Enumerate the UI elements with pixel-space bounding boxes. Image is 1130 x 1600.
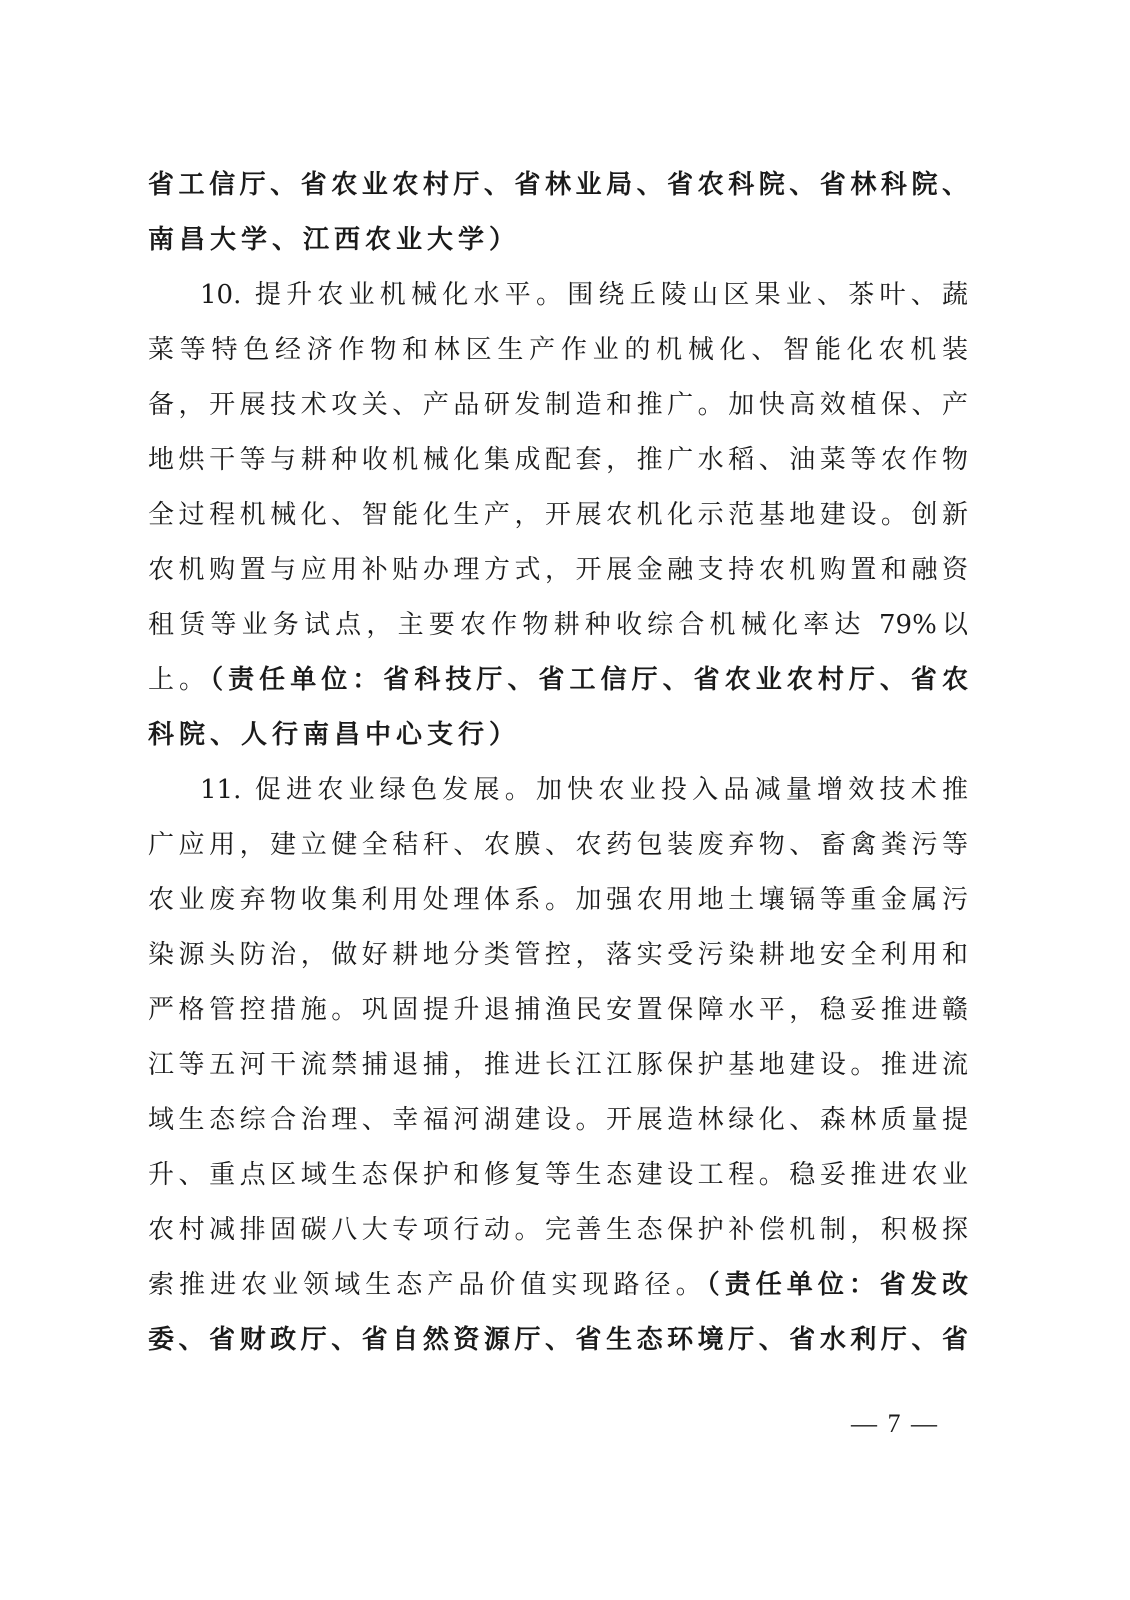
text-line: 农村减排固碳八大专项行动。完善生态保护补偿机制，积极探	[148, 1215, 968, 1245]
text-line: 租赁等业务试点，主要农作物耕种收综合机械化率达 79%以	[148, 610, 968, 640]
text-line: 省工信厅、省农业农村厅、省林业局、省农科院、省林科院、	[148, 170, 968, 200]
paragraph-11-first-line	[200, 770, 968, 810]
page-number: — 7 —	[851, 1409, 939, 1438]
responsible-units: 科院、人行南昌中心支行）	[148, 720, 521, 750]
text-line: 升、重点区域生态保护和修复等生态建设工程。稳妥推进农业	[148, 1160, 968, 1190]
responsible-units: （责任单位：省发改	[706, 1270, 968, 1300]
paragraph-10-first-line	[200, 275, 968, 315]
text-line: 地烘干等与耕种收机械化集成配套，推广水稻、油菜等农作物	[148, 445, 968, 475]
text-line: 全过程机械化、智能化生产，开展农机化示范基地建设。创新	[148, 500, 968, 530]
text-line: 备，开展技术攻关、产品研发制造和推广。加快高效植保、产	[148, 390, 968, 420]
text-line	[148, 660, 968, 700]
text-line: 域生态综合治理、幸福河湖建设。开展造林绿化、森林质量提	[148, 1105, 968, 1135]
text-line: 农业废弃物收集利用处理体系。加强农用地土壤镉等重金属污	[148, 885, 968, 915]
item-heading: 11. 促进农业绿色发展。	[200, 775, 536, 805]
text-segment: 加快农业投入品减量增效技术推	[535, 775, 968, 805]
text-segment: 上。	[148, 665, 211, 695]
text-line: 菜等特色经济作物和林区生产作业的机械化、智能化农机装	[148, 335, 968, 365]
text-line: 染源头防治，做好耕地分类管控，落实受污染耕地安全利用和	[148, 940, 968, 970]
text-line: 江等五河干流禁捕退捕，推进长江江豚保护基地建设。推进流	[148, 1050, 968, 1080]
responsible-units: 委、省财政厅、省自然资源厅、省生态环境厅、省水利厅、省	[148, 1325, 968, 1355]
text-line: 广应用，建立健全秸秆、农膜、农药包装废弃物、畜禽粪污等	[148, 830, 968, 860]
text-line: 南昌大学、江西农业大学）	[148, 225, 521, 255]
text-line: 严格管控措施。巩固提升退捕渔民安置保障水平，稳妥推进赣	[148, 995, 968, 1025]
responsible-units: （责任单位：省科技厅、省工信厅、省农业农村厅、省农	[210, 665, 968, 695]
text-segment: 围绕丘陵山区果业、茶叶、蔬	[567, 280, 968, 310]
text-line: 农机购置与应用补贴办理方式，开展金融支持农机购置和融资	[148, 555, 968, 585]
text-segment: 索推进农业领域生态产品价值实现路径。	[148, 1270, 707, 1300]
item-heading: 10. 提升农业机械化水平。	[200, 280, 568, 310]
text-line	[148, 1265, 968, 1305]
